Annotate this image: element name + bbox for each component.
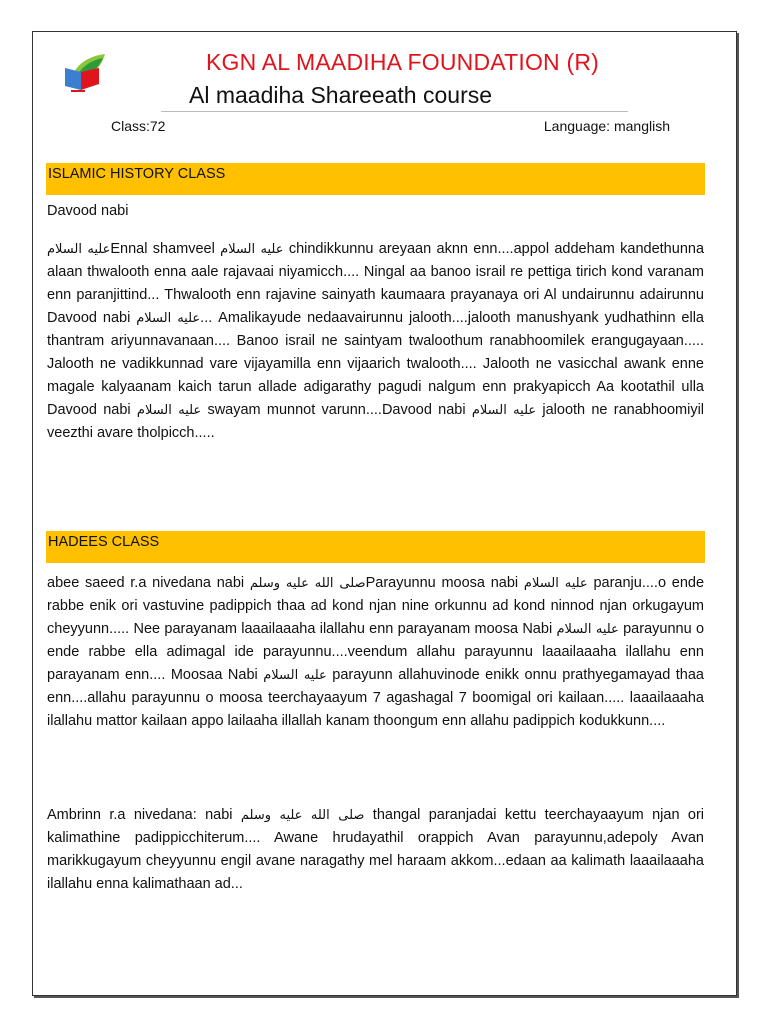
- paragraph-text: thangal paranjadai kettu teerchayaayum njan ori kalimathine padippicchiterum.... Awane hrudayathil orappich Avan parayunnu,adepoly Avan marikkugayum cheyyunnu engil avane naragathy mel haraam akkom...edaan aa kalimath laaailaaaha ilallahu enna kalimathaan ad...: [47, 807, 705, 892]
- paragraph-text: Parayunnu moosa nabi: [365, 575, 524, 591]
- section-heading-band: [46, 163, 705, 195]
- paragraph-text: parayunnu o ende rabbe ella adimagal ide parayunnu....veendum allahu parayunnu laaailaaaha ilallahu enn parayanam enn.... Moosaa Nabi: [47, 621, 705, 683]
- organization-title: KGN AL MAADIHA FOUNDATION (R): [205, 49, 599, 75]
- paragraph-text: abee saeed r.a nivedana nabi: [47, 575, 250, 591]
- arabic-phrase: عليه السلام: [556, 622, 619, 637]
- arabic-phrase: عليه السلام: [263, 668, 327, 683]
- document-page: [32, 31, 737, 996]
- arabic-phrase: عليه السلام: [523, 576, 588, 591]
- section-heading-band: [46, 531, 705, 563]
- hadees-paragraph: [47, 804, 704, 896]
- title-divider: [161, 111, 628, 112]
- paragraph-text: swayam munnot varunn....Davood nabi: [201, 402, 472, 418]
- arabic-phrase: عليه السلام: [47, 242, 111, 257]
- islamic-history-heading: ISLAMIC HISTORY CLASS: [48, 166, 226, 182]
- paragraph-text: Ennal shamveel: [110, 241, 221, 257]
- paragraph-text: parayunn allahuvinode enikk onnu prathyegamayad thaa enn....allahu parayunnu o moosa teerchayaayum 7 agashagal 7 boomigal ori kailaan..... laaailaaaha ilallahu mattor kailaan appo lailaaha illallah kanam thoongum enn allahu padippich kodukkunn....: [47, 667, 704, 729]
- history-paragraph: [47, 238, 704, 445]
- arabic-phrase: عليه السلام: [471, 403, 537, 418]
- arabic-phrase: عليه السلام: [220, 242, 284, 257]
- paragraph-text: jalooth ne ranabhoomiyil veezthi avare tholpicch.....: [47, 402, 705, 441]
- topic-title: Davood nabi: [47, 203, 129, 219]
- language-label: Language: manglish: [543, 118, 670, 134]
- arabic-phrase: عليه السلام: [136, 403, 202, 418]
- class-label: Class:72: [111, 118, 166, 134]
- arabic-phrase: صلى الله عليه وسلم: [249, 576, 366, 591]
- arabic-phrase: عليه السلام: [136, 311, 201, 326]
- paragraph-text: Ambrinn r.a nivedana: nabi: [47, 807, 241, 823]
- course-title: Al maadiha Shareeath course: [189, 82, 493, 108]
- arabic-phrase: صلى الله عليه وسلم: [240, 808, 365, 823]
- paragraph-text: ... Amalikayude nedaavairunnu jalooth....jalooth manushyank yudhathinn ella thantram ariyunnavanaan.... Banoo israil ne saintyam twaloothum ranabhoomilek erangugayaan..... Jalooth ne vadikkunnad vare vijayamilla enn vijaarich twalooth.... Jalooth ne vasicchal awank enne magale kalyaanam kaich tarun allade adigarathy pagudi nalgum enn prakyapicch Aa kootathil ulla Davood nabi: [47, 310, 704, 418]
- hadees-paragraph: [47, 572, 704, 733]
- paragraph-text: paranju....o ende rabbe enik ori vastuvine padippich thaa ad kond njan nine orkunnu ad kond ninnod njan orkugayum cheyyunn..... Nee parayanam laaailaaaha ilallahu enn parayanam moosa Nabi: [47, 575, 705, 637]
- hadees-heading: HADEES CLASS: [48, 534, 160, 550]
- paragraph-text: chindikkunnu areyaan aknn enn....appol addeham kandethunna alaan thwalooth enna aale rajavaai niyamicch.... Ningal aa banoo israil re pettiga tirich kond varanam enn paranjittind... Thwalooth enn rajavine sainyath kaumaara prayanaya ori Al undairunnu adairunnu Davood nabi: [47, 241, 705, 326]
